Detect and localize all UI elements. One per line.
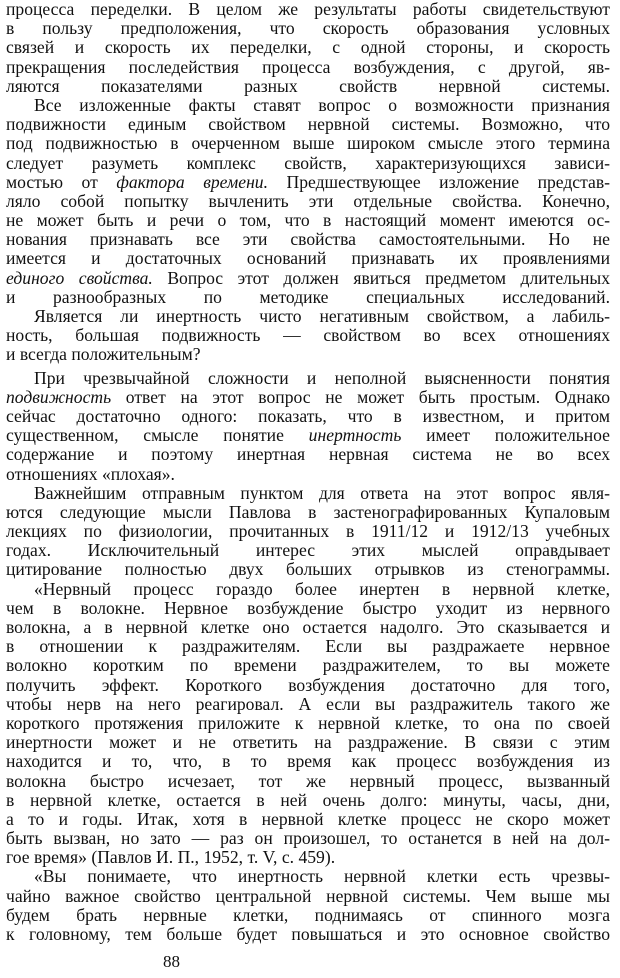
text-line [6,407,610,426]
text-segment: в отношении к раздражителям. Если вы раздражаете нервное [6,637,610,657]
text-line [6,599,610,618]
text-segment: гое время» (Павлов И. П., 1952, т. V, с. 459). [6,848,336,868]
text-segment: отношениях «плохая». [6,464,175,484]
text-line [6,326,610,345]
text-line [6,269,610,288]
text-line [6,714,610,733]
text-segment: сейчас достаточно одного: показать, что в известном, и притом [6,406,610,426]
text-line [6,115,610,134]
text-segment: годах. Исключительный интерес этих мыслей оправдывает [6,541,610,561]
text-line [6,288,610,307]
text-segment: короткого протяжения приложите к нервной клетке, то она по своей [6,713,610,733]
text-segment: ются следующие мысли Павлова в застенографированных Купаловым [6,502,610,522]
text-segment: лекциях по физиологии, прочитанных в 1911/12 и 1912/13 учебных [6,522,610,542]
text-segment: и разнообразных по методике специальных исследований. [6,287,610,307]
text-segment: цитирование полностью двух больших отрывков из стенограммы. [6,560,610,580]
text-segment: не может быть и речи о том, что в настоящий момент имеются ос- [6,211,610,231]
text-segment: и всегда положительным? [6,345,201,365]
text-line [6,134,610,153]
text-segment: мостью от [6,172,117,192]
text-segment: волокна быстро исчезает, тот же нервный процесс, вызванный [6,771,610,791]
text-segment: процесса переделки. В целом же результаты работы свидетельствуют [6,0,610,19]
text-line [6,503,610,522]
body-text [6,0,610,944]
text-segment: имеется и достаточных оснований признавать их проявлениями [6,249,610,269]
text-line [6,307,610,326]
text-line [6,58,610,77]
text-segment: содержание и поэтому инертная нервная система не во всех [6,445,610,465]
text-line [6,772,610,791]
text-segment: получить эффект. Короткого возбуждения достаточно для того, [6,675,610,695]
italic-term: единого свойства. [6,268,153,288]
text-line [6,887,610,906]
text-segment: волокно коротким по времени раздражителем, то вы можете [6,656,610,676]
text-segment: находится и то, что, в то время как процесс возбуждения из [6,752,610,772]
text-line [6,0,610,19]
text-segment: прекращения последействия процесса возбуждения, с другой, яв- [6,57,610,77]
text-line [6,752,610,771]
text-line [6,637,610,656]
text-segment: При чрезвычайной сложности и неполной выясненности понятия [34,368,610,388]
text-line [6,829,610,848]
text-line [6,541,610,560]
text-segment: в пользу предположения, что скорость образования условных [6,19,610,39]
text-segment: следует разуметь комплекс свойств, характеризующихся зависи- [6,153,610,173]
text-line [6,618,610,637]
text-line [6,522,610,541]
text-line [6,560,610,579]
text-segment: к головному, тем больше будет повышаться и это основное свойство [6,925,610,944]
text-segment: чем в волокне. Нервное возбуждение быстро уходит из нервного [6,598,610,618]
text-line [6,465,610,484]
italic-term: инертность [308,426,402,446]
text-line [6,426,610,445]
text-segment: быть вызван, но зато — раз он произошел, то останется в ней на дол- [6,829,610,849]
page-number: 88 [163,952,180,971]
text-segment: под подвижностью в очерченном выше широком смысле этого термина [6,134,610,154]
text-line [6,211,610,230]
text-line [6,173,610,192]
text-line [6,695,610,714]
text-line [6,38,610,57]
text-line [6,484,610,503]
text-segment: а то и годы. Итак, хотя в нервной клетке процесс не скоро может [6,809,610,829]
text-line [6,445,610,464]
text-segment: инертности может и не ответить на раздражение. В связи с этим [6,733,610,753]
text-line [6,345,610,364]
text-line [6,810,610,829]
text-line [6,906,610,925]
text-line [6,230,610,249]
text-segment: «Нервный процесс гораздо более инертен в нервной клетке, [34,579,610,599]
text-segment: Важнейшим отправным пунктом для ответа на этот вопрос явля- [34,483,610,503]
text-segment: чайно важное свойство центральной нервной системы. Чем выше мы [6,886,610,906]
text-segment: ляло собой попытку вычленить эти отдельные свойства. Конечно, [6,191,610,211]
text-segment: чтобы нерв на него реагировал. А если вы раздражитель такого же [6,694,610,714]
text-line [6,867,610,886]
text-segment: ляются показателями разных свойств нервной системы. [6,76,610,96]
text-line [6,192,610,211]
text-segment: волокна, а в нервной клетке оно остается надолго. Это сказывается и [6,618,610,637]
text-line [6,925,610,944]
text-line [6,676,610,695]
text-line [6,656,610,675]
text-line [6,848,610,867]
text-segment: будем брать нервные клетки, поднимаясь от спинного мозга [6,905,610,925]
text-segment: ответ на этот вопрос не может быть простым. Однако [111,387,610,407]
text-line [6,19,610,38]
text-line [6,580,610,599]
italic-term: фактора времени. [116,172,268,192]
text-segment: нования признавать все эти свойства самостоятельными. Но не [6,230,610,250]
text-segment: имеет положительное [401,426,610,446]
text-line [6,77,610,96]
text-segment: ность, большая подвижность — свойством во всех отношениях [6,326,610,346]
text-segment: связей и скорость их переделки, с одной стороны, и скорость [6,38,610,58]
text-line [6,154,610,173]
text-segment: Предшествующее изложение представ- [268,172,610,192]
text-line [6,791,610,810]
text-segment: Является ли инертность чисто негативным свойством, а лабиль- [34,307,610,326]
text-line [6,369,610,388]
text-segment: «Вы понимаете, что инертность нервной клетки есть чрезвы- [34,867,610,887]
text-segment: Вопрос этот должен явиться предметом длительных [152,268,610,288]
text-segment: существенном, смысле понятие [6,426,309,446]
text-line [6,249,610,268]
text-segment: подвижности единым свойством нервной системы. Возможно, что [6,115,610,135]
text-line [6,733,610,752]
text-line [6,96,610,115]
italic-term: подвижность [6,387,112,407]
text-segment: Все изложенные факты ставят вопрос о возможности признания [34,95,610,115]
text-segment: в нервной клетке, остается в ней очень долго: минуты, часы, дни, [6,790,610,810]
text-line [6,388,610,407]
